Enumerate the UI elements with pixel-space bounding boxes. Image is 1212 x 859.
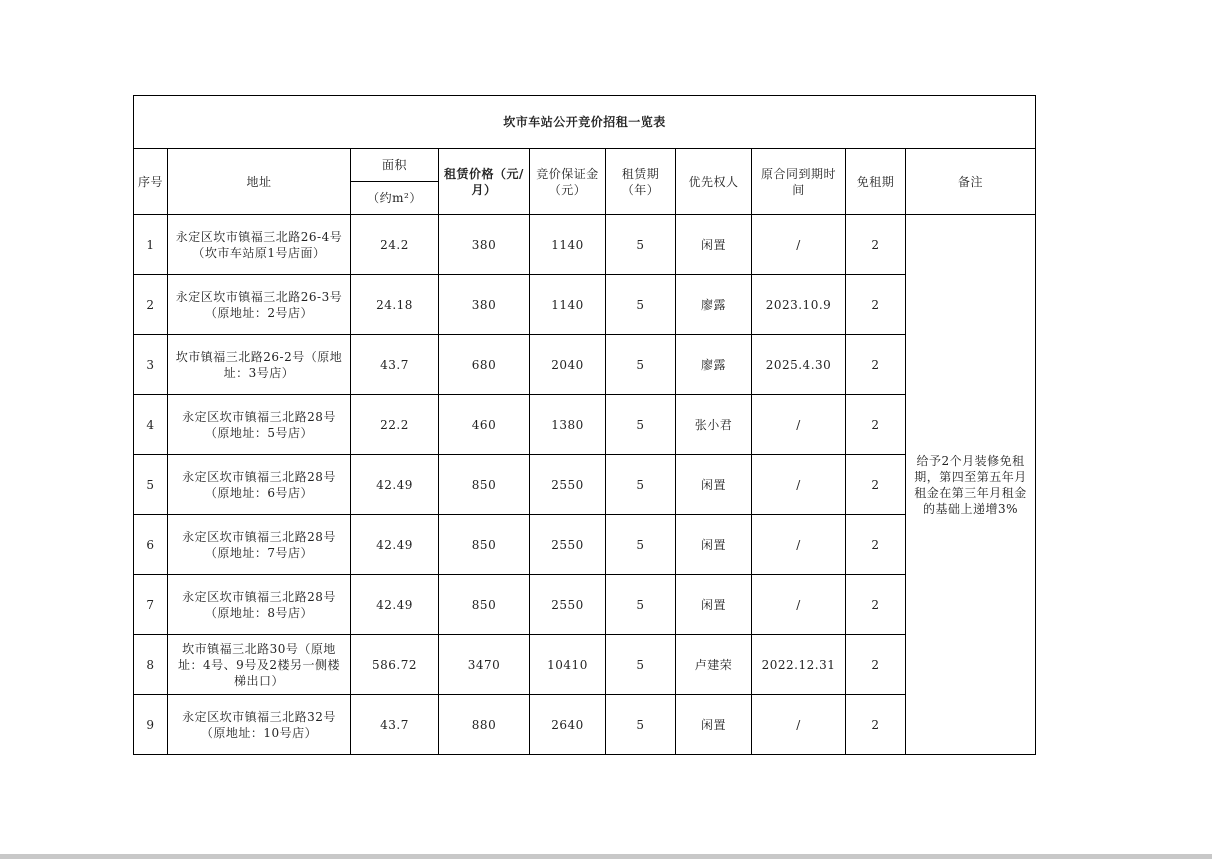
table-title: 坎市车站公开竞价招租一览表 xyxy=(134,96,1036,149)
cell-area: 24.2 xyxy=(351,215,439,275)
cell-rent: 850 xyxy=(439,575,530,635)
cell-free-period: 2 xyxy=(846,335,906,395)
cell-rent: 3470 xyxy=(439,635,530,695)
cell-address: 永定区坎市镇福三北路28号（原地址：5号店） xyxy=(168,395,351,455)
table-row xyxy=(134,635,1036,695)
cell-free-period: 2 xyxy=(846,635,906,695)
cell-term: 5 xyxy=(606,575,676,635)
cell-expiry: / xyxy=(752,215,846,275)
cell-term: 5 xyxy=(606,215,676,275)
cell-priority: 张小君 xyxy=(676,395,752,455)
cell-rent: 380 xyxy=(439,275,530,335)
cell-address: 永定区坎市镇福三北路32号（原地址：10号店） xyxy=(168,695,351,755)
cell-free-period: 2 xyxy=(846,455,906,515)
cell-term: 5 xyxy=(606,695,676,755)
header-area: 面积 xyxy=(351,149,439,182)
cell-seq: 8 xyxy=(134,635,168,695)
header-area-unit: （约m²） xyxy=(351,182,439,215)
cell-address: 坎市镇福三北路26-2号（原地址：3号店） xyxy=(168,335,351,395)
table-row xyxy=(134,335,1036,395)
cell-deposit: 2550 xyxy=(530,515,606,575)
header-deposit: 竞价保证金（元） xyxy=(530,149,606,215)
table-row xyxy=(134,455,1036,515)
cell-deposit: 1140 xyxy=(530,215,606,275)
header-seq: 序号 xyxy=(134,149,168,215)
header-rent-price: 租赁价格（元/月） xyxy=(439,149,530,215)
table-row xyxy=(134,275,1036,335)
cell-deposit: 2550 xyxy=(530,575,606,635)
cell-priority: 闲置 xyxy=(676,515,752,575)
header-remarks: 备注 xyxy=(906,149,1036,215)
cell-priority: 卢建荣 xyxy=(676,635,752,695)
cell-seq: 7 xyxy=(134,575,168,635)
cell-priority: 廖露 xyxy=(676,275,752,335)
cell-priority: 廖露 xyxy=(676,335,752,395)
cell-priority: 闲置 xyxy=(676,575,752,635)
table-row xyxy=(134,395,1036,455)
cell-deposit: 2640 xyxy=(530,695,606,755)
header-term: 租赁期（年） xyxy=(606,149,676,215)
header-priority: 优先权人 xyxy=(676,149,752,215)
cell-expiry: / xyxy=(752,455,846,515)
cell-expiry: / xyxy=(752,515,846,575)
cell-area: 42.49 xyxy=(351,575,439,635)
cell-area: 43.7 xyxy=(351,335,439,395)
cell-area: 586.72 xyxy=(351,635,439,695)
cell-address: 永定区坎市镇福三北路26-4号（坎市车站原1号店面） xyxy=(168,215,351,275)
cell-seq: 2 xyxy=(134,275,168,335)
cell-term: 5 xyxy=(606,455,676,515)
cell-seq: 4 xyxy=(134,395,168,455)
cell-priority: 闲置 xyxy=(676,455,752,515)
cell-address: 永定区坎市镇福三北路28号（原地址：6号店） xyxy=(168,455,351,515)
cell-area: 43.7 xyxy=(351,695,439,755)
table-row xyxy=(134,695,1036,755)
cell-rent: 850 xyxy=(439,455,530,515)
cell-area: 42.49 xyxy=(351,515,439,575)
cell-address: 永定区坎市镇福三北路28号（原地址：7号店） xyxy=(168,515,351,575)
cell-address: 永定区坎市镇福三北路26-3号（原地址：2号店） xyxy=(168,275,351,335)
cell-term: 5 xyxy=(606,275,676,335)
table-row xyxy=(134,575,1036,635)
cell-rent: 880 xyxy=(439,695,530,755)
cell-deposit: 2550 xyxy=(530,455,606,515)
cell-seq: 3 xyxy=(134,335,168,395)
cell-seq: 9 xyxy=(134,695,168,755)
cell-expiry: 2022.12.31 xyxy=(752,635,846,695)
cell-free-period: 2 xyxy=(846,395,906,455)
cell-rent: 680 xyxy=(439,335,530,395)
cell-seq: 5 xyxy=(134,455,168,515)
cell-rent: 850 xyxy=(439,515,530,575)
cell-seq: 6 xyxy=(134,515,168,575)
cell-term: 5 xyxy=(606,515,676,575)
cell-term: 5 xyxy=(606,395,676,455)
header-free-period: 免租期 xyxy=(846,149,906,215)
cell-rent: 460 xyxy=(439,395,530,455)
cell-area: 24.18 xyxy=(351,275,439,335)
cell-term: 5 xyxy=(606,335,676,395)
cell-deposit: 1140 xyxy=(530,275,606,335)
cell-term: 5 xyxy=(606,635,676,695)
cell-priority: 闲置 xyxy=(676,215,752,275)
header-expiry: 原合同到期时间 xyxy=(752,149,846,215)
cell-seq: 1 xyxy=(134,215,168,275)
header-address: 地址 xyxy=(168,149,351,215)
cell-deposit: 2040 xyxy=(530,335,606,395)
cell-area: 42.49 xyxy=(351,455,439,515)
table-row xyxy=(134,215,1036,275)
cell-area: 22.2 xyxy=(351,395,439,455)
cell-deposit: 10410 xyxy=(530,635,606,695)
cell-free-period: 2 xyxy=(846,695,906,755)
cell-free-period: 2 xyxy=(846,215,906,275)
cell-address: 坎市镇福三北路30号（原地址：4号、9号及2楼另一侧楼梯出口） xyxy=(168,635,351,695)
cell-remarks: 给予2个月装修免租期，第四至第五年月租金在第三年月租金的基础上递增3% xyxy=(906,215,1036,755)
cell-deposit: 1380 xyxy=(530,395,606,455)
rental-table xyxy=(133,95,1036,755)
cell-address: 永定区坎市镇福三北路28号（原地址：8号店） xyxy=(168,575,351,635)
cell-expiry: / xyxy=(752,695,846,755)
cell-expiry: / xyxy=(752,575,846,635)
cell-rent: 380 xyxy=(439,215,530,275)
cell-expiry: / xyxy=(752,395,846,455)
cell-priority: 闲置 xyxy=(676,695,752,755)
cell-expiry: 2023.10.9 xyxy=(752,275,846,335)
table-row xyxy=(134,515,1036,575)
cell-free-period: 2 xyxy=(846,575,906,635)
page-bottom-edge xyxy=(0,854,1212,859)
cell-free-period: 2 xyxy=(846,275,906,335)
cell-expiry: 2025.4.30 xyxy=(752,335,846,395)
cell-free-period: 2 xyxy=(846,515,906,575)
